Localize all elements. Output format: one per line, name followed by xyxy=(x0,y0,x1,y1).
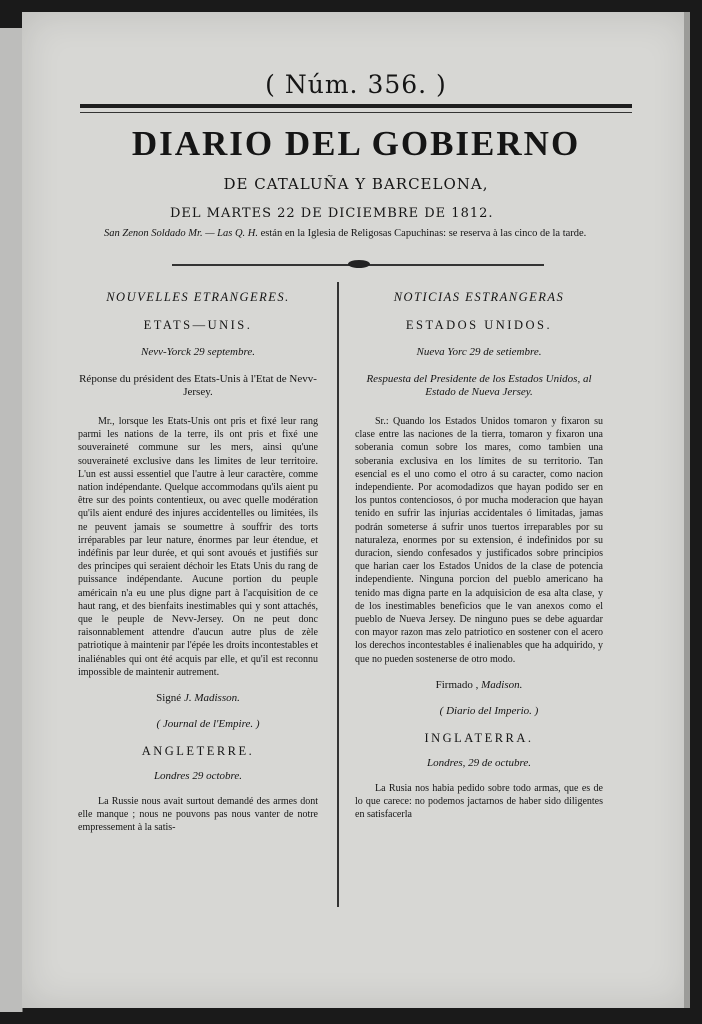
newspaper-page xyxy=(22,12,690,1008)
column-french xyxy=(78,287,318,835)
article-body: Mr., lorsque les Etats-Unis ont pris et fixé leur rang parmi les nations de la terre, ils ont pris et fixé une souveraineté commune sur les mers, ainsi qu'une souveraineté exclusive dans les limites de leur territoire. L'un est aussi essentiel que l'autre à leur caractère, comme nation indépendante. Quelque accommodans qu'ils aient pu être sur des points contentieux, ou avec quelle modération qu'ils aient enduré des injures accidentelles ou limitées, ils ne peuvent jamais se soumettre à souffrir des torts irréparables par leur nature, énormes par leur étendue, et indéfinis par leur durée, et qui sont avoués et justifiés sur des principes qui seraient déchoir les Etats Unis du rang de puissance indépendante. Aucune portion du peuple américain n'a eu une plus digne part à l'acquisition de ce haut rang, et des bienfaits inestimables qui y sont attachés, que le peuple de Nevv-Jersey. On ne peut donc raisonnablement attendre d'aucun autre plus de zèle patriotique à maintenir par l'épée les droits incontestables et inaliénables qui ont été acquis par elle, et qu'il est reconnu impossible de maintenir autrement. xyxy=(78,416,318,678)
signature-label: Signé xyxy=(156,692,182,705)
column-divider xyxy=(337,282,339,907)
masthead-title: DIARIO DEL GOBIERNO xyxy=(131,124,581,163)
signature xyxy=(355,678,603,692)
country-heading: ETATS—UNIS. xyxy=(143,318,253,332)
country-heading: ESTADOS UNIDOS. xyxy=(405,318,553,332)
issue-dateline: DEL MARTES 22 DE DICIEMBRE DE 1812. xyxy=(170,206,494,221)
issue-number: ( Núm. 356. ) xyxy=(265,70,447,99)
place-dateline-2: Londres, 29 de octubre. xyxy=(427,756,531,769)
country-heading-2: INGLATERRA. xyxy=(424,730,534,745)
article-heading: Réponse du président des Etats-Unis à l'Etat de Nevv-Jersey. xyxy=(79,373,317,398)
saints-notice-saint: San Zenon Soldado Mr. — Las Q. H. xyxy=(104,228,259,239)
article-body-2: La Rusia nos habia pedido sobre todo armas, que es de lo que carece: no podemos jactarnos de haber sido diligentes en satisfacerla xyxy=(355,782,603,821)
article-source: ( Diario del Imperio. ) xyxy=(439,704,539,717)
article-heading: Respuesta del Presidente de los Estados Unidos, al Estado de Nueva Jersey. xyxy=(366,373,592,398)
saints-notice-text: están en la Iglesia de Religosas Capuchinas: se reserva à las cinco de la tarde. xyxy=(258,228,587,239)
masthead-subtitle: DE CATALUÑA Y BARCELONA, xyxy=(223,175,489,193)
signature-name: J. Madisson. xyxy=(183,692,240,705)
ornament-knot xyxy=(348,260,370,268)
previous-page-edge xyxy=(0,28,23,1012)
header-rule-thin xyxy=(80,112,632,113)
place-dateline: Nevv-Yorck 29 septembre. xyxy=(141,346,255,358)
article-body: Sr.: Quando los Estados Unidos tomaron y fixaron su clase entre las naciones de la tierra, tomaron y fixaron una soberania comun sobre los mares, como tambien una soberania exclusiva en los límites de su territorio. Tan esencial es el uno como el otro á su caracter, como nacion independiente. Por acomodadizos que hayan podido ser en los puntos contenciosos, ó por mucha moderacion que hayan tenido en sufrir las injurias accidentales ó limitadas, jamas podrán someterse á sufrir unos tuertos irreparables por su naturaleza, enormes por su extension, é indefinidos por su duracion, siendo confesados y justificados sobre principios que harian caer los Estados Unidos de la clase de potencia independiente. Ninguna porcion del pueblo americano ha tenido mas digna parte en la adquisicion de esa alta clase, y de los inestimables beneficios que le van anexos como el pueblo de Nueva Jersey. De ninguno pues se debe aguardar con mayor razon mas zelo patriotico en sostener con el acero los derechos incontestables é inalienables que ha adquirido, y que no pueden sostenerse de otro modo. xyxy=(355,416,603,665)
saints-notice xyxy=(104,227,624,241)
section-title: NOTICIAS ESTRANGERAS xyxy=(393,290,565,304)
signature-name: Madison. xyxy=(481,678,523,691)
place-dateline-2: Londres 29 octobre. xyxy=(153,770,243,783)
column-spanish xyxy=(355,287,603,821)
place-dateline: Nueva Yorc 29 de setiembre. xyxy=(416,346,542,358)
country-heading-2: ANGLETERRE. xyxy=(141,744,255,759)
article-source: ( Journal de l'Empire. ) xyxy=(156,718,260,731)
signature-label: Firmado , xyxy=(435,678,479,691)
header-rule-thick xyxy=(80,104,632,108)
signature xyxy=(78,691,318,705)
section-title: NOUVELLES ETRANGERES. xyxy=(106,290,290,304)
article-body-2: La Russie nous avait surtout demandé des armes dont elle manque ; nous ne pouvons pas nous vanter de notre empressement à la satis- xyxy=(78,796,318,834)
